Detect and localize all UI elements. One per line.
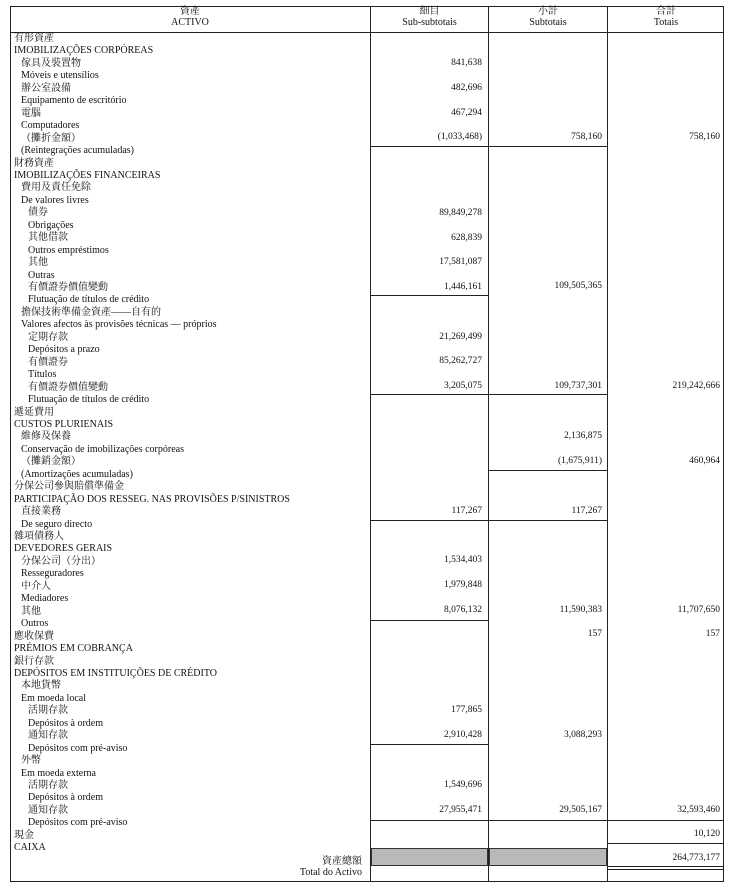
value-externa-pre-aviso: 27,955,471 [439,805,482,815]
row-label: 現金 [14,829,34,841]
value-local-ordem: 177,865 [451,705,482,715]
section-rule [488,146,607,147]
column-divider [370,6,371,882]
row-label: Em moeda externa [21,767,96,779]
total-financeiras: 219,242,666 [672,381,720,391]
header-subsub-zh: 細目 [419,6,440,17]
row-label: CUSTOS PLURIENAIS [14,418,113,430]
row-label: （攤銷金額） [21,456,81,468]
value-amortizacoes: (1,675,911) [558,456,602,466]
subtotal-moeda-externa: 29,505,167 [559,805,602,815]
row-label: 外幣 [21,755,41,767]
section-rule [370,520,607,521]
row-label: 應收保費 [14,630,54,642]
row-label: IMOBILIZAÇÕES FINANCEIRAS [14,169,161,181]
row-label: Depósitos à ordem [28,792,103,804]
row-label: De valores livres [21,194,89,206]
row-label: Depósitos à ordem [28,717,103,729]
value-obrigacoes: 89,849,278 [439,208,482,218]
row-label: 擔保技術準備金資產——自有的 [21,306,161,318]
row-label: De seguro directo [21,518,93,530]
total-custos-plurienais: 460,964 [689,456,720,466]
section-rule [370,394,607,395]
header-sub-zh: 小計 [538,6,558,17]
row-label: Títulos [28,369,57,381]
header-tot-zh: 合計 [656,6,676,17]
subtotal-premios: 157 [587,629,602,639]
row-label: PRÉMIOS EM COBRANÇA [14,643,133,655]
header-rule [10,32,724,33]
row-label: Equipamento de escritório [21,95,127,107]
subtotal-participacao: 117,267 [571,506,602,516]
section-rule [370,295,488,296]
row-label: 辦公室設備 [21,82,71,94]
row-label: Móveis e utensílios [21,70,99,82]
row-label: 有價證券價值變動 [28,282,108,293]
value-resseguradores: 1,534,403 [444,555,482,565]
subtotal-devedores: 11,590,383 [559,605,602,615]
header-sub-pt: Subtotais [529,17,567,28]
row-label: Obrigações [28,219,74,231]
row-label: 債券 [28,207,48,219]
shaded-cell [371,848,488,866]
header-activo [10,6,370,32]
section-rule [370,146,488,147]
row-label: 其他借款 [28,232,68,244]
row-label: 活期存款 [28,780,68,791]
header-sub-subtotais [371,6,488,32]
row-label: （攤折金額） [21,132,81,144]
section-rule [607,820,724,821]
row-label: 通知存款 [28,804,68,816]
section-rule [370,744,488,745]
total-devedores: 11,707,650 [677,605,720,615]
row-label: Mediadores [21,593,69,605]
shaded-cell [489,848,607,866]
row-label: 通知存款 [28,730,68,742]
row-label: Outras [28,269,55,281]
total-caixa: 10,120 [693,829,720,839]
value-flutuacao-1: 1,446,161 [444,282,482,292]
value-outras: 17,581,087 [439,257,482,267]
column-divider [488,6,489,882]
header-activo-pt: ACTIVO [171,17,209,28]
section-rule [370,620,488,621]
section-rule [488,470,607,471]
row-label: (Amortizações acumuladas) [21,468,133,480]
header-subtotais [489,6,607,32]
section-rule [607,843,724,844]
row-label: 其他 [21,605,41,617]
row-label: 分保公司（分出） [21,555,101,567]
row-label: Valores afectos às provisões técnicas — próprios [21,319,217,331]
value-mediadores: 1,979,848 [444,580,482,590]
row-label: (Reintegrações acumuladas) [21,145,135,157]
row-label: 活期存款 [28,705,68,717]
value-moveis: 841,638 [451,58,482,68]
row-label: 本地貨幣 [21,680,61,692]
value-outros: 8,076,132 [444,605,482,615]
row-label: Computadores [21,120,80,132]
row-label: 電腦 [21,107,41,119]
row-label: CAIXA [14,842,46,854]
value-externa-ordem: 1,549,696 [444,780,482,790]
value-computadores: 467,294 [451,108,482,118]
row-label: 直接業務 [21,506,61,518]
row-label: 有形資產 [14,33,54,44]
row-label: Flutuação de títulos de crédito [28,294,150,306]
header-activo-zh: 資產 [180,6,200,17]
subtotal-moeda-local: 3,088,293 [564,730,602,740]
value-local-pre-aviso: 2,910,428 [444,730,482,740]
value-conservacao: 2,136,875 [564,431,602,441]
total-rule [607,869,724,870]
value-equipamento: 482,696 [451,83,482,93]
header-tot-pt: Totais [653,17,679,28]
subtotal-provisoes-tecnicas: 109,737,301 [554,381,602,391]
row-label: Conservação de imobilizações corpóreas [21,443,184,455]
row-label: 傢具及裝置物 [21,57,81,69]
row-label: 遞延費用 [14,406,54,418]
row-label: Depósitos a prazo [28,344,100,356]
header-totais [608,6,724,32]
row-label: DEPÓSITOS EM INSTITUIÇÕES DE CRÉDITO [14,667,217,679]
row-label: Flutuação de títulos de crédito [28,394,150,406]
row-label: Outros [21,618,49,630]
value-flutuacao-2: 3,205,075 [444,381,482,391]
value-depositos-prazo: 21,269,499 [439,332,482,342]
row-label: Depósitos com pré-aviso [28,742,128,754]
value-emprestimos: 628,839 [451,233,482,243]
total-activo-zh: 資產總額 [322,856,362,867]
row-label: 費用及責任免除 [21,182,91,194]
subtotal-corporeas: 758,160 [571,132,602,142]
row-label: Resseguradores [21,568,84,580]
subtotal-valores-livres: 109,505,365 [554,281,602,291]
row-label: 定期存款 [28,331,68,343]
row-label: 財務資產 [14,157,54,169]
header-subsub-pt: Sub-subtotais [402,17,457,28]
total-activo-value: 264,773,177 [672,853,720,863]
row-label: Depósitos com pré-aviso [28,817,128,829]
row-label: PARTICIPAÇÃO DOS RESSEG. NAS PROVISÕES P/SINISTROS [14,493,290,505]
total-corporeas: 758,160 [689,132,720,142]
row-label: 中介人 [21,580,51,592]
row-label: 銀行存款 [14,655,54,667]
row-label: 分保公司參與賠償準備金 [14,481,124,493]
row-label: 有價證券 [28,356,68,368]
total-depositos: 32,593,460 [677,805,720,815]
total-rule [607,866,724,867]
value-seguro-directo: 117,267 [451,506,482,516]
row-label: 雜項債務人 [14,531,64,542]
row-label: DEVEDORES GERAIS [14,543,113,555]
total-premios: 157 [705,629,720,639]
row-label: 其他 [28,257,48,269]
row-label: Em moeda local [21,692,86,704]
row-label: 維修及保養 [21,431,71,443]
section-rule [370,820,607,821]
column-divider [607,6,608,882]
value-titulos: 85,262,727 [439,356,482,366]
row-label: Outros empréstimos [28,244,109,256]
row-label: 有價證券價值變動 [28,381,108,393]
row-label: IMOBILIZAÇÕES CORPÓREAS [14,45,154,57]
total-activo-label: Total do Activo [299,867,362,878]
value-reintegracoes: (1,033,468) [437,132,482,142]
